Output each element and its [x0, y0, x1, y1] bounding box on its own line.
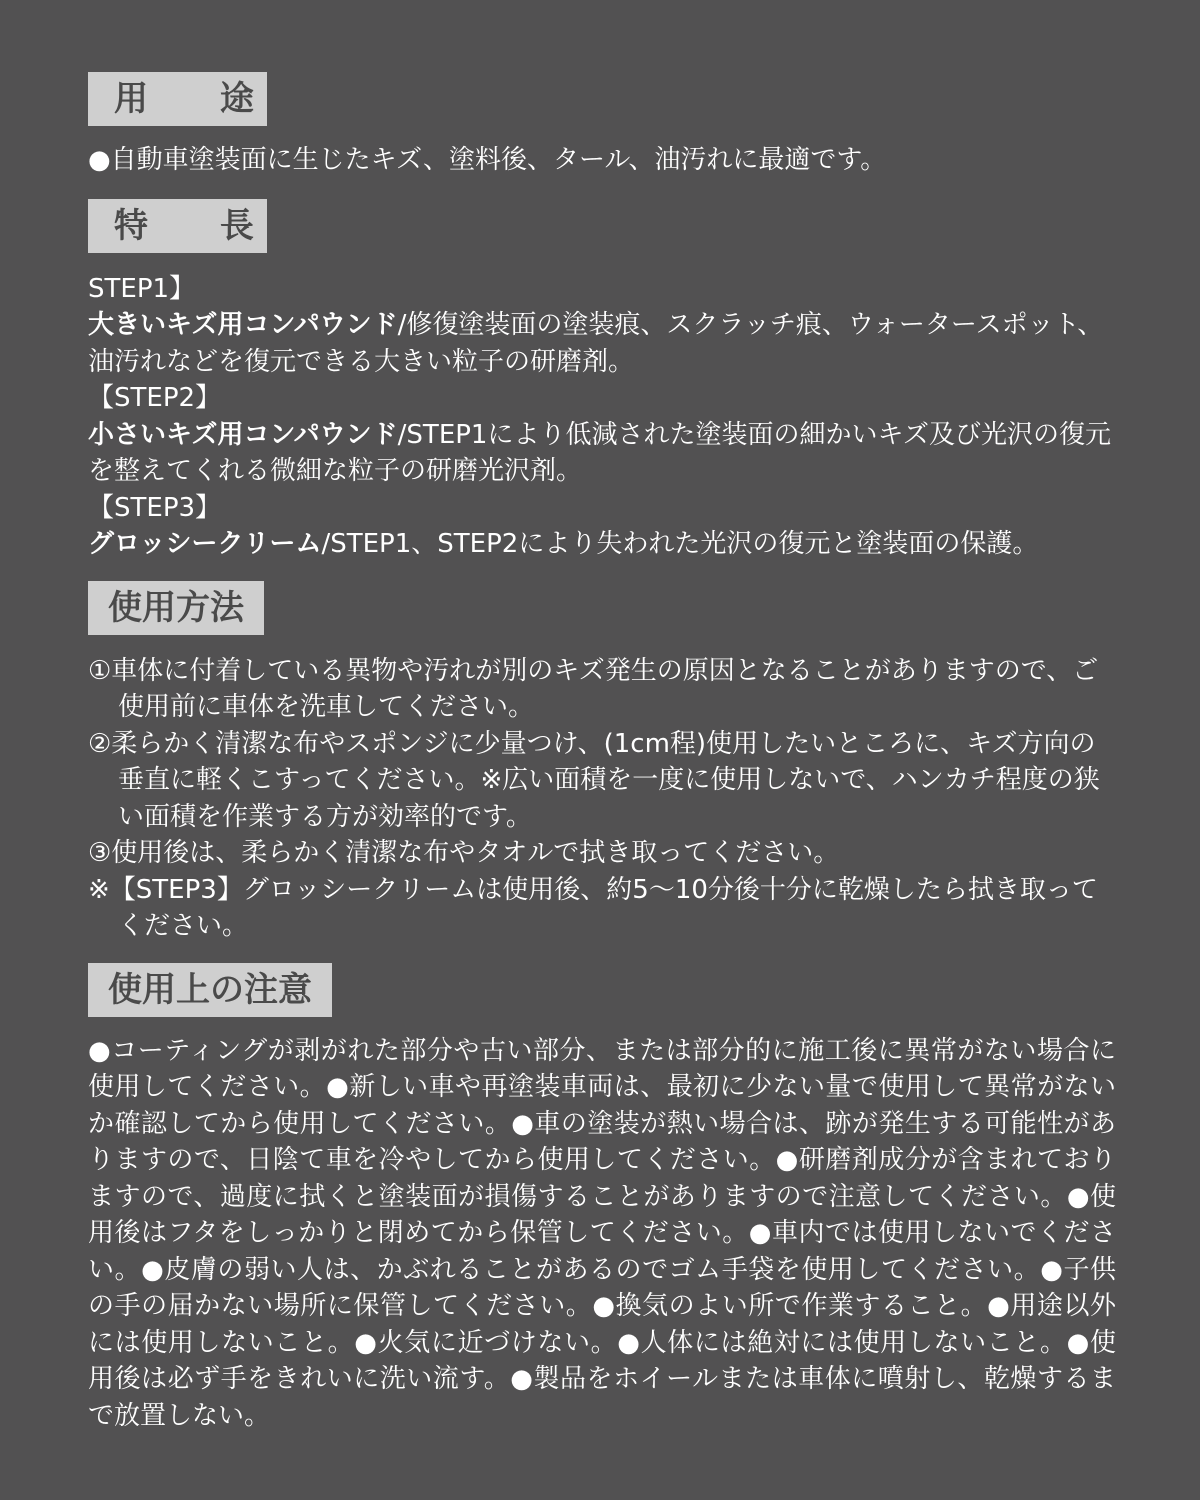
step3-label: 【STEP3】 — [88, 492, 222, 523]
usage-text: ●自動車塗装面に生じたキズ、塗料後、タール、油汚れに最適です。 — [88, 145, 887, 175]
method-step-1: ①車体に付着している異物や汚れが別のキズ発生の原因となることがありますので、ご使用前に車体を洗車してください。 — [88, 655, 1099, 722]
step2-description: /STEP1により低減された塗装面の細かいキズ及び光沢の復元を整えてくれる微細な粒子の研磨光沢剤。 — [88, 419, 1111, 486]
cautions-heading: 使用上の注意 — [88, 963, 332, 1017]
method-heading: 使用方法 — [88, 581, 264, 635]
step3-description: /STEP1、STEP2により失われた光沢の復元と塗装面の保護。 — [321, 529, 1039, 559]
method-list — [88, 653, 1116, 945]
step1-description: /修復塗装面の塗装痕、スクラッチ痕、ウォータースポット、油汚れなどを復元できる大きい粒子の研磨剤。 — [88, 310, 1104, 377]
instruction-sheet — [88, 72, 1116, 1434]
step2-label: 【STEP2】 — [88, 383, 222, 413]
step1-name: 大きいキズ用コンパウンド — [88, 310, 398, 340]
usage-heading: 用 途 — [88, 72, 267, 126]
cautions-text: ●コーティングが剥がれた部分や古い部分、または部分的に施工後に異常がない場合に使用してください。●新しい車や再塗装車両は、最初に少ない量で使用して異常がないか確認してから使用してください。●車の塗装が熱い場合は、跡が発生する可能性がありますので、日陰て車を冷やしてから使用してください。●研磨剤成分が含まれておりますので、過度に拭くと塗装面が損傷することがありますので注意してください。●使用後はフタをしっかりと閉めてから保管してください。●車内では使用しないでください。●皮膚の弱い人は、かぶれることがあるのでゴム手袋を使用してください。●子供の手の届かない場所に保管してください。●換気のよい所で作業すること。●用途以外には使用しないこと。●火気に近づけない。●人体には絶対には使用しないこと。●使用後は必ず手をきれいに洗い流す。●製品をホイールまたは車体に噴射し、乾燥するまで放置しない。 — [88, 1035, 1116, 1431]
step1-label: STEP1】 — [88, 273, 196, 304]
step3-name: グロッシークリーム — [88, 529, 322, 559]
features-body — [88, 271, 1116, 563]
method-step-2: ②柔らかく清潔な布やスポンジに少量つけ、(1cm程)使用したいところに、キズ方向の垂直に軽くこすってください。※広い面積を一度に使用しないで、ハンカチ程度の狭い面積を作業する方が効率的です。 — [88, 728, 1100, 832]
step2-name: 小さいキズ用コンパウンド — [88, 419, 398, 450]
features-heading: 特 長 — [88, 199, 267, 253]
method-note: ※【STEP3】グロッシークリームは使用後、約5～10分後十分に乾燥したら拭き取ってください。 — [88, 874, 1098, 941]
method-step-3: ③使用後は、柔らかく清潔な布やタオルで拭き取ってください。 — [88, 838, 840, 868]
